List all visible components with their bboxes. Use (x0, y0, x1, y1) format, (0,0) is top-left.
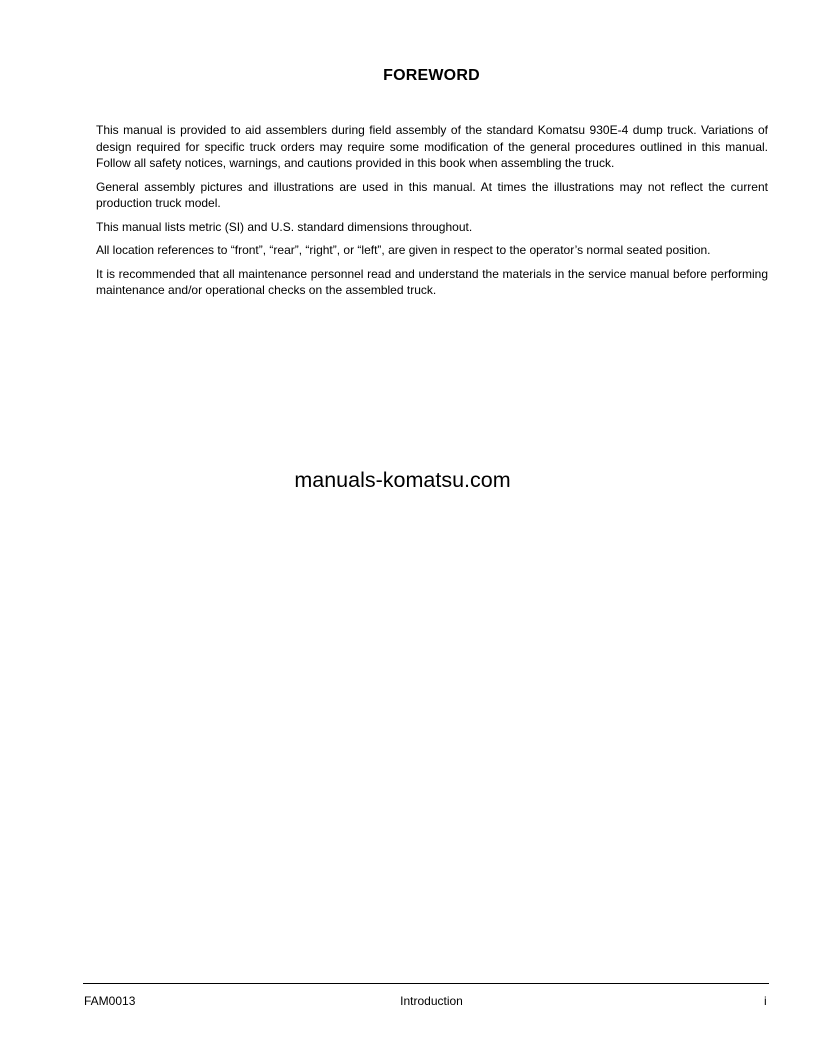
footer-divider (83, 983, 769, 984)
paragraph-illustrations: General assembly pictures and illustrations are used in this manual. At times the illustrations may not reflect the current production truck model. (96, 179, 768, 210)
footer-section-name: Introduction (400, 994, 463, 1008)
watermark-text: manuals-komatsu.com (294, 468, 511, 492)
body-text (96, 122, 768, 306)
page-title: FOREWORD (383, 67, 480, 84)
footer-document-code: FAM0013 (84, 994, 136, 1008)
paragraph-intro: This manual is provided to aid assemblers during field assembly of the standard Komatsu 930E-4 dump truck. Variations of design required for specific truck orders may require some modification of the general procedures outlined in this manual. Follow all safety notices, warnings, and cautions provided in this book when assembling the truck. (96, 123, 768, 170)
paragraph-recommendation: It is recommended that all maintenance personnel read and understand the materials in the service manual before performing maintenance and/or operational checks on the assembled truck. (96, 266, 768, 297)
footer-page-number: i (764, 994, 767, 1008)
paragraph-units: This manual lists metric (SI) and U.S. standard dimensions throughout. (96, 219, 473, 234)
paragraph-location-references: All location references to “front”, “rear”, “right”, or “left”, are given in respect to the operator’s normal seated position. (96, 243, 711, 257)
